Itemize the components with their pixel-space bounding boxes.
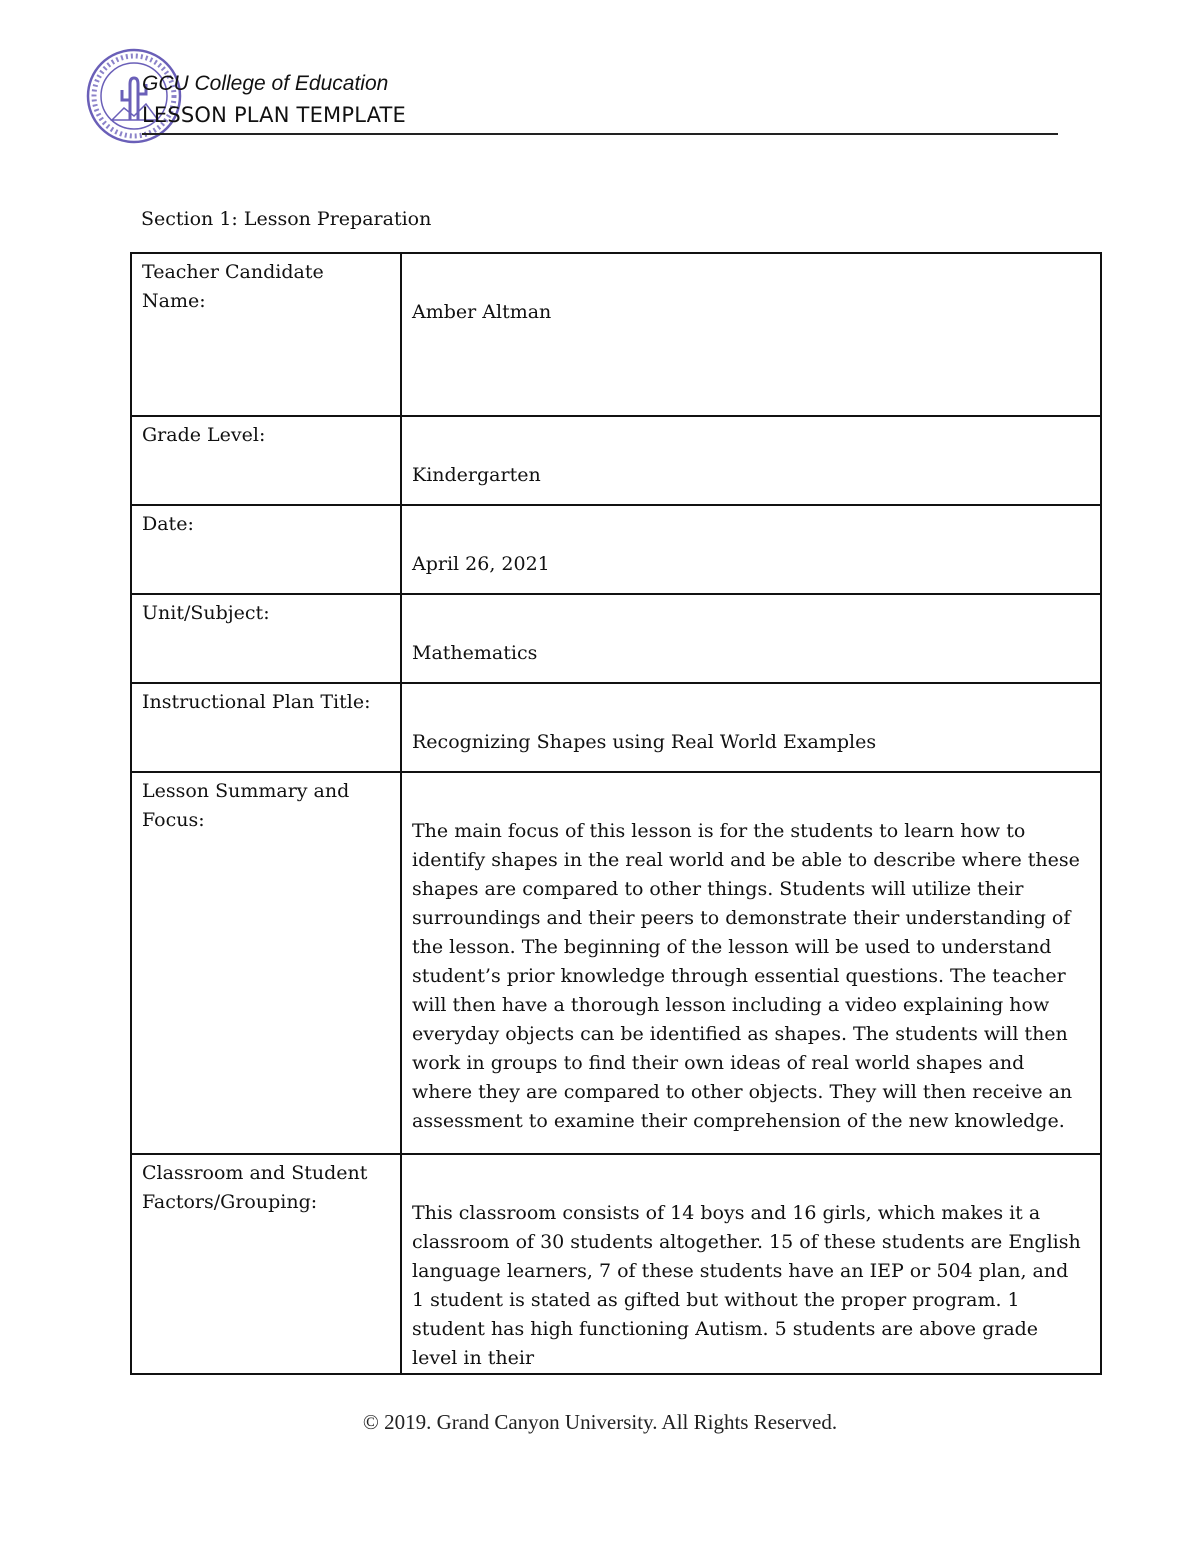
grade-level-value: Kindergarten xyxy=(412,464,541,486)
row-label: Instructional Plan Title: xyxy=(131,683,401,772)
copyright-footer: © 2019. Grand Canyon University. All Rights Reserved. xyxy=(362,1410,838,1434)
classroom-factors-value: This classroom consists of 14 boys and 16 girls, which makes it a classroom of 30 students altogether. 15 of these students are English language learners, 7 of these students have an IEP or 504 plan, and 1 student is stated as gifted but without the proper program. 1 student has high functioning Autism. 5 students are above grade level in their xyxy=(412,1202,1081,1369)
row-label: Lesson Summary and Focus: xyxy=(131,772,401,1154)
row-value xyxy=(401,505,1101,594)
row-value xyxy=(401,253,1101,416)
row-label: Date: xyxy=(131,505,401,594)
section-title: Section 1: Lesson Preparation xyxy=(141,208,432,230)
table-row xyxy=(131,1154,1101,1374)
table-row xyxy=(131,772,1101,1154)
table-row xyxy=(131,594,1101,683)
document-title: LESSON PLAN TEMPLATE xyxy=(142,103,407,127)
lesson-summary-value: The main focus of this lesson is for the students to learn how to identify shapes in the real world and be able to describe where these shapes are compared to other things. Students will utilize their surroundings and their peers to demonstrate their understanding of the lesson. The beginning of the lesson will be used to understand student’s prior knowledge through essential questions. The teacher will then have a thorough lesson including a video explaining how everyday objects can be identified as shapes. The students will then work in groups to find their own ideas of real world shapes and where they are compared to other objects. They will then receive an assessment to examine their comprehension of the new knowledge. xyxy=(412,820,1080,1132)
date-value: April 26, 2021 xyxy=(412,553,550,575)
teacher-name-value: Amber Altman xyxy=(412,301,552,323)
row-label: Unit/Subject: xyxy=(131,594,401,683)
header-divider xyxy=(142,133,1058,135)
table-row xyxy=(131,416,1101,505)
table-row xyxy=(131,505,1101,594)
row-value xyxy=(401,772,1101,1154)
row-value xyxy=(401,683,1101,772)
row-label: Grade Level: xyxy=(131,416,401,505)
table-row xyxy=(131,683,1101,772)
row-value xyxy=(401,594,1101,683)
row-value xyxy=(401,1154,1101,1374)
row-label: Teacher Candidate Name: xyxy=(131,253,401,416)
table-row xyxy=(131,253,1101,416)
row-value xyxy=(401,416,1101,505)
row-label: Classroom and Student Factors/Grouping: xyxy=(131,1154,401,1374)
plan-title-value: Recognizing Shapes using Real World Examples xyxy=(412,731,877,753)
lesson-preparation-table xyxy=(130,252,1102,1375)
college-name: GCU College of Education xyxy=(142,72,389,95)
unit-subject-value: Mathematics xyxy=(412,642,538,664)
